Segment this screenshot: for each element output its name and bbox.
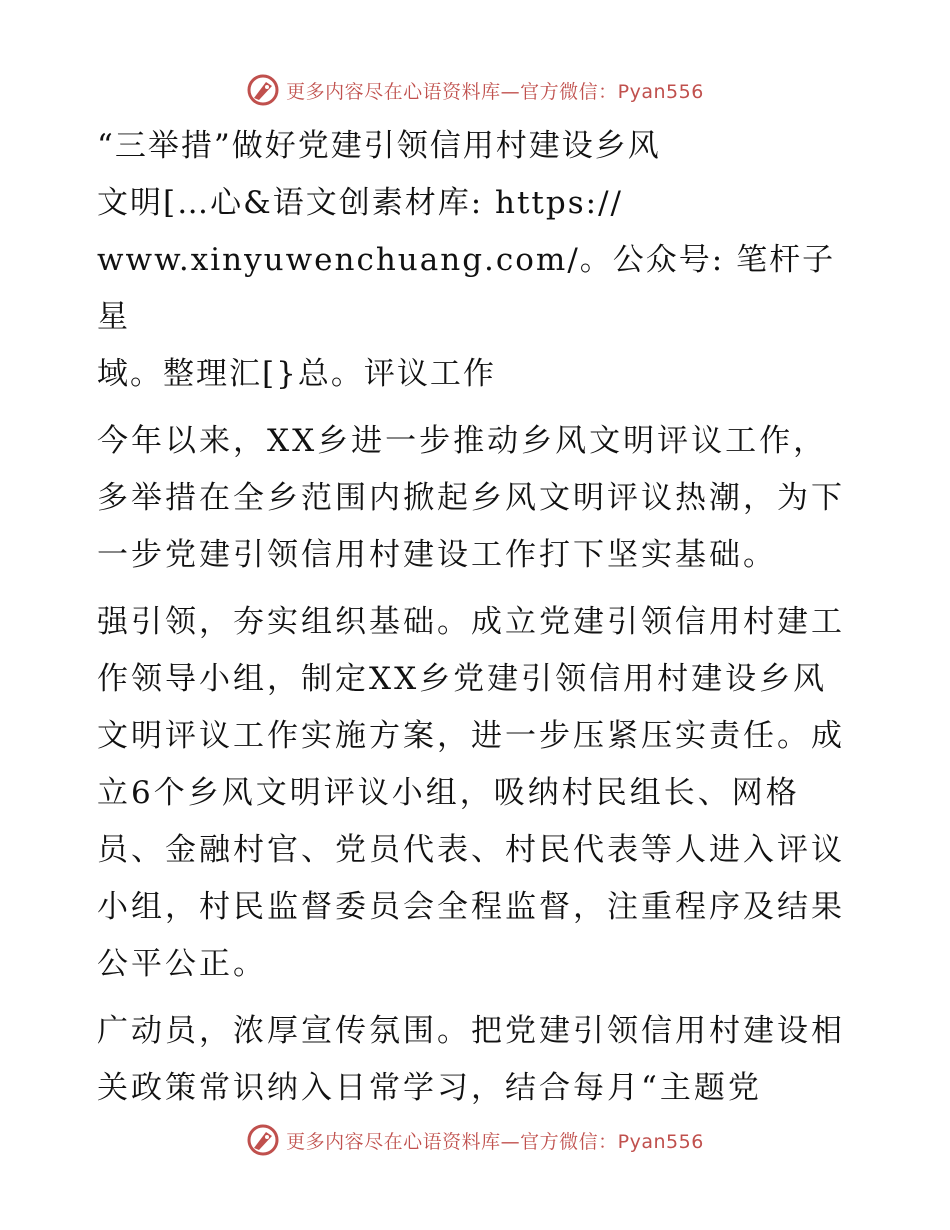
pen-nib-circle-icon — [246, 1123, 280, 1157]
document-title — [97, 118, 857, 403]
document-body — [97, 118, 857, 1127]
header-watermark — [0, 70, 950, 110]
watermark-text: 更多内容尽在心语资料库—官方微信：Pyan556 — [286, 80, 704, 103]
watermark-text: 更多内容尽在心语资料库—官方微信：Pyan556 — [286, 1130, 704, 1153]
footer-watermark — [0, 1120, 950, 1160]
body-paragraph: 广动员，浓厚宣传氛围。把党建引领信用村建设相关政策常识纳入日常学习，结合每月“主题党 — [97, 1013, 845, 1106]
title-line: “三举措”做好党建引领信用村建设乡风 — [97, 128, 661, 164]
title-line: 域。整理汇[}总。评议工作 — [97, 356, 496, 392]
pen-nib-circle-icon — [246, 73, 280, 107]
title-line: 文明[…心&语文创素材库: https:// — [97, 185, 623, 221]
body-paragraph: 今年以来，XX乡进一步推动乡风文明评议工作，多举措在全乡范围内掀起乡风文明评议热潮，为下一步党建引领信用村建设工作打下坚实基础。 — [97, 423, 845, 573]
body-paragraph: 强引领，夯实组织基础。成立党建引领信用村建工作领导小组，制定XX乡党建引领信用村建设乡风文明评议工作实施方案，进一步压紧压实责任。成立6个乡风文明评议小组，吸纳村民组长、网格员、金融村官、党员代表、村民代表等人进入评议小组，村民监督委员会全程监督，注重程序及结果公平公正。 — [97, 604, 845, 982]
title-line: www.xinyuwenchuang.com/。公众号: 笔杆子星 — [97, 242, 836, 335]
